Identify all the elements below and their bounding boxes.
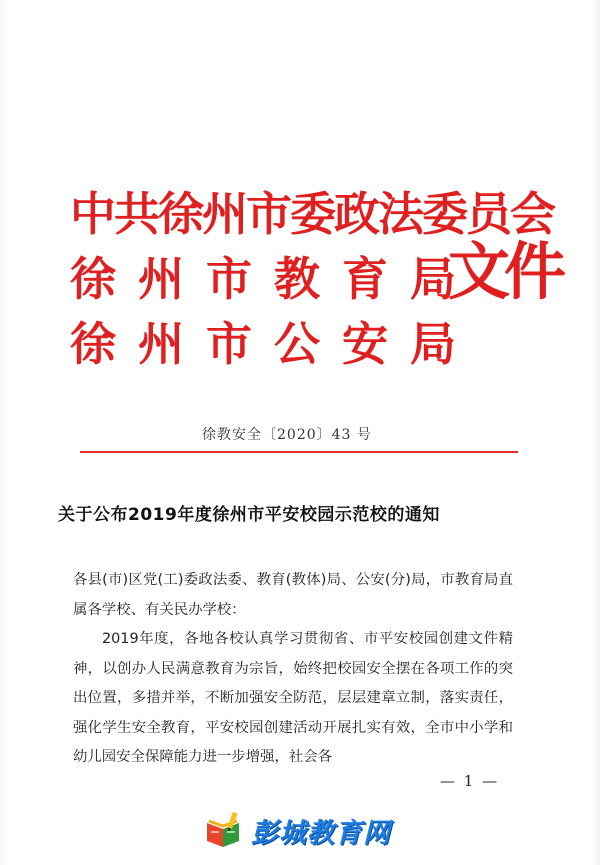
recipients-paragraph: 各县(市)区党(工)委政法委、教育(教体)局、公安(分)局，市教育局直属各学校、有关民办学校： <box>73 572 513 618</box>
body-paragraph: 2019年度，各地各校认真学习贯彻省、市平安校园创建文件精神，以创办人民满意教育为宗旨，始终把校园安全摆在各项工作的突出位置，多措并举，不断加强安全防范，层层建章立制，落实责任，强化学生安全教育，平安校园创建活动开展扎实有效，全市中小学和幼儿园安全保障能力进一步增强，社会各 <box>73 631 513 766</box>
books-pencil-icon <box>203 811 247 849</box>
issuer-public-security-bureau: 徐州市公安局 <box>70 317 478 371</box>
red-divider <box>80 451 518 453</box>
issuer-education-bureau: 徐州市教育局 <box>70 252 478 306</box>
issuer-political-legal-committee: 中共徐州市委政法委员会 <box>70 187 554 241</box>
page-number: — 1 — <box>440 772 500 790</box>
notice-title: 关于公布2019年度徐州市平安校园示范校的通知 <box>58 505 440 525</box>
document-number: 徐教安全〔2020〕43 号 <box>202 427 372 443</box>
site-watermark <box>203 810 391 850</box>
watermark-text: 彭城教育网 <box>251 817 391 849</box>
document-label: 文件 <box>448 235 561 308</box>
